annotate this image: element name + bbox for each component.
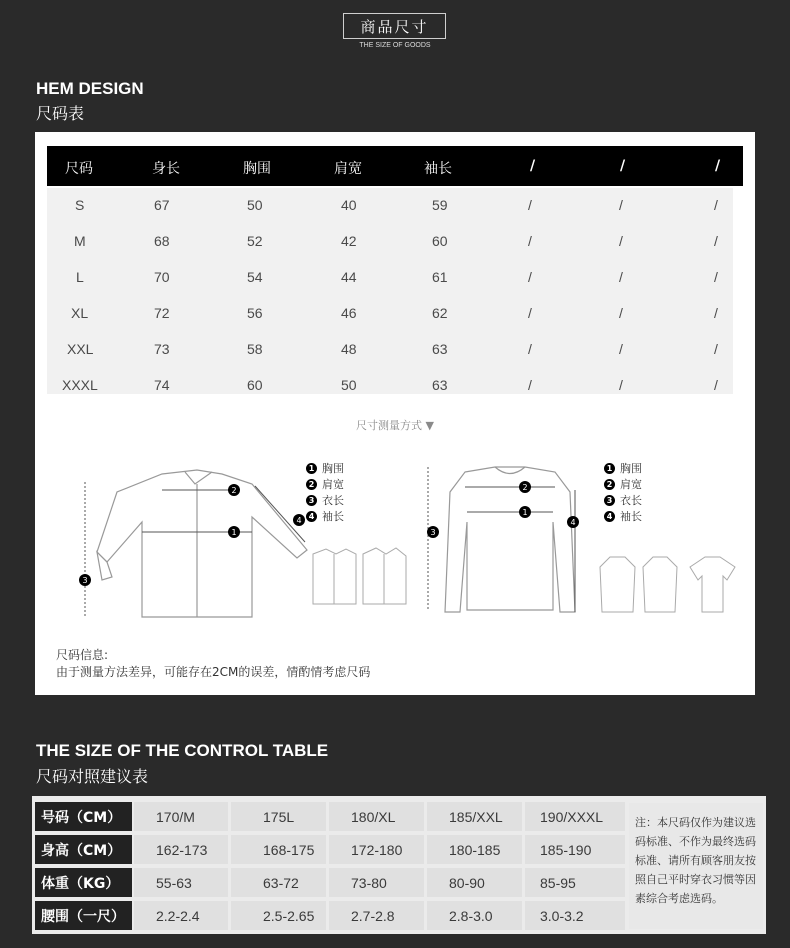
legend-item [604,508,642,524]
cell: XXXL [62,377,98,393]
legend-label: 衣长 [322,494,344,507]
legend-number: 4 [306,511,317,522]
marker-shoulder [519,481,531,493]
cell: / [714,269,718,285]
cell: / [619,197,623,213]
cell: 73-80 [329,868,424,897]
legend-label: 胸围 [322,462,344,475]
cell: 50 [247,197,263,213]
size-info-text: 由于测量方法差异，可能存在2CM的误差，情酌情考虑尺码 [56,665,371,679]
legend-number: 3 [604,495,615,506]
legend-label: 袖长 [620,510,642,523]
sweater-measure-diagram [425,462,595,622]
legend-item [306,476,344,492]
header-length: 身长 [152,161,180,177]
size-control-table [32,796,766,934]
marker-sleeve [567,516,579,528]
header-blank-1: / [530,158,536,174]
marker-length [427,526,439,538]
row-label: 身高（CM） [35,835,132,864]
legend-left [306,460,344,524]
header-shoulder: 肩宽 [334,161,362,177]
cell: / [528,341,532,357]
control-table-note: 注：本尺码仅作为建议选码标准、不作为最终选码标准、请所有顾客朋友按照自己平时穿衣习惯等因素综合考虑选码。 [629,803,763,929]
size-chart-title: 尺码表 [36,104,85,123]
cell: 63-72 [231,868,326,897]
cell: 58 [247,341,263,357]
control-table-title-cn: 尺码对照建议表 [36,767,149,786]
cell: 60 [432,233,448,249]
cell: 170/M [134,802,228,831]
svg-text:2: 2 [522,483,528,492]
cell: / [619,269,623,285]
cell: 2.8-3.0 [427,901,522,930]
cell: 60 [247,377,263,393]
legend-label: 肩宽 [322,478,344,491]
legend-number: 4 [604,511,615,522]
cell: / [528,197,532,213]
marker-length [79,574,91,586]
hem-design-title: HEM DESIGN [36,79,144,98]
table-row [47,332,733,368]
legend-item [604,492,642,508]
svg-text:1: 1 [231,528,237,537]
cell: XL [71,305,89,321]
cell: 67 [154,197,170,213]
legend-number: 3 [306,495,317,506]
cell: / [619,377,623,393]
cell: 63 [432,341,448,357]
cell: / [714,233,718,249]
cell: / [528,269,532,285]
cell: 70 [154,269,170,285]
marker-chest [519,506,531,518]
legend-number: 1 [306,463,317,474]
cell: 162-173 [134,835,228,864]
cell: 2.2-2.4 [134,901,228,930]
cell: / [619,233,623,249]
cell: 185/XXL [427,802,522,831]
casual-wear-sketch [595,552,745,622]
cell: 172-180 [329,835,424,864]
cell: / [619,341,623,357]
header-size: 尺码 [65,161,93,177]
size-table-header [47,146,743,186]
cell: 52 [247,233,263,249]
cell: 40 [341,197,357,213]
cell: 168-175 [231,835,326,864]
svg-text:2: 2 [231,486,237,495]
cell: / [619,305,623,321]
table-row [47,260,733,296]
cell: 180-185 [427,835,522,864]
table-row [47,296,733,332]
cell: 63 [432,377,448,393]
cell: 180/XL [329,802,424,831]
cell: / [528,305,532,321]
table-row [47,188,733,224]
marker-shoulder [228,484,240,496]
cell: 55-63 [134,868,228,897]
table-row [47,224,733,260]
row-label: 号码（CM） [35,802,132,831]
cell: 72 [154,305,170,321]
cell: / [714,377,718,393]
cell: 54 [247,269,263,285]
legend-label: 肩宽 [620,478,642,491]
goods-size-subtitle: THE SIZE OF GOODS [359,42,431,49]
legend-label: 胸围 [620,462,642,475]
cell: 46 [341,305,357,321]
legend-item [306,492,344,508]
cell: 3.0-3.2 [525,901,625,930]
legend-item [306,508,344,524]
cell: 185-190 [525,835,625,864]
cell: 85-95 [525,868,625,897]
legend-number: 2 [306,479,317,490]
row-label: 体重（KG） [35,868,132,897]
cell: 44 [341,269,357,285]
legend-number: 1 [604,463,615,474]
cell: / [528,377,532,393]
cell: / [528,233,532,249]
cell: M [74,233,86,249]
goods-size-header: 商品尺寸 [343,13,446,39]
marker-sleeve [293,514,305,526]
svg-text:4: 4 [570,518,576,527]
legend-item [604,476,642,492]
cell: / [714,197,718,213]
legend-label: 袖长 [322,510,344,523]
legend-label: 衣长 [620,494,642,507]
control-table-title: THE SIZE OF THE CONTROL TABLE [36,741,329,760]
table-row [47,368,733,404]
cell: 50 [341,377,357,393]
svg-text:3: 3 [430,528,436,537]
cell: / [714,305,718,321]
cell: 56 [247,305,263,321]
legend-item [604,460,642,476]
size-info-title: 尺码信息: [56,648,109,662]
cell: / [714,341,718,357]
cell: 73 [154,341,170,357]
jacket-sketch [301,544,411,614]
legend-number: 2 [604,479,615,490]
cell: 80-90 [427,868,522,897]
cell: 175L [231,802,326,831]
cell: 42 [341,233,357,249]
marker-chest [228,526,240,538]
cell: 2.7-2.8 [329,901,424,930]
header-blank-2: / [620,158,626,174]
cell: 190/XXXL [525,802,625,831]
cell: 48 [341,341,357,357]
size-chart-panel [35,132,755,695]
cell: 59 [432,197,448,213]
cell: 2.5-2.65 [231,901,326,930]
cell: 62 [432,305,448,321]
legend-item [306,460,344,476]
cell: 68 [154,233,170,249]
measure-method-label: 尺寸测量方式 ▼ [356,419,434,432]
header-sleeve: 袖长 [424,161,452,177]
cell: 61 [432,269,448,285]
row-label: 腰围（一尺） [35,901,132,930]
cell: L [76,269,84,285]
cell: S [75,197,85,213]
svg-text:4: 4 [296,516,302,525]
header-chest: 胸围 [243,161,271,177]
cell: XXL [67,341,94,357]
cell: 74 [154,377,170,393]
svg-text:1: 1 [522,508,528,517]
legend-right [604,460,642,524]
header-blank-3: / [715,158,721,174]
svg-text:3: 3 [82,576,88,585]
